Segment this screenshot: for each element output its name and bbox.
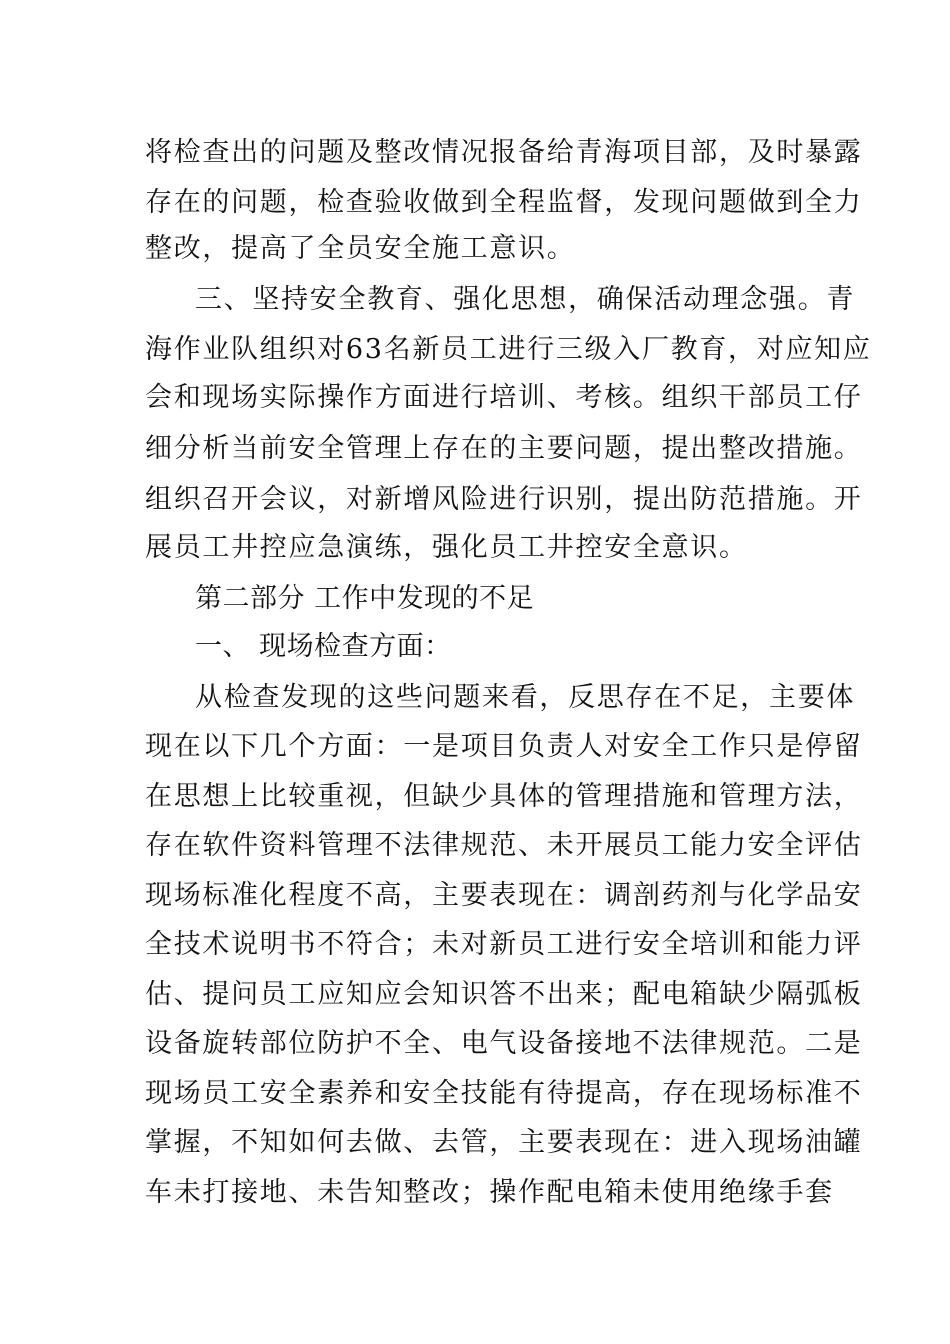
part-heading: 第二部分 工作中发现的不足 bbox=[195, 583, 535, 614]
text-line: 组织召开会议，对新增风险进行识别，提出防范措施。开 bbox=[145, 484, 863, 515]
text-line: 整改，提高了全员安全施工意识。 bbox=[145, 233, 576, 264]
text-line: 现在以下几个方面：一是项目负责人对安全工作只是停留 bbox=[145, 731, 863, 762]
text-line: 车未打接地、未告知整改；操作配电箱未使用绝缘手套 bbox=[145, 1177, 834, 1208]
subsection-heading: 一、 现场检查方面： bbox=[195, 631, 452, 662]
text-line: 存在软件资料管理不法律规范、未开展员工能力安全评估 bbox=[145, 830, 863, 861]
text-line: 全技术说明书不符合；未对新员工进行安全培训和能力评 bbox=[145, 929, 863, 960]
text-line: 存在的问题，检查验收做到全程监督，发现问题做到全力 bbox=[145, 187, 863, 218]
text-line: 会和现场实际操作方面进行培训、考核。组织干部员工仔 bbox=[145, 382, 863, 413]
text-line: 在思想上比较重视，但缺少具体的管理措施和管理方法， bbox=[145, 781, 863, 812]
text-line: 细分析当前安全管理上存在的主要问题，提出整改措施。 bbox=[145, 433, 863, 464]
text-line: 将检查出的问题及整改情况报备给青海项目部，及时暴露 bbox=[145, 137, 863, 168]
text-line: 掌握，不知如何去做、去管，主要表现在：进入现场油罐 bbox=[145, 1127, 863, 1158]
text-line: 设备旋转部位防护不全、电气设备接地不法律规范。二是 bbox=[145, 1028, 863, 1059]
text-line: 估、提问员工应知应会知识答不出来；配电箱缺少隔弧板 bbox=[145, 979, 863, 1010]
text-line: 展员工井控应急演练，强化员工井控安全意识。 bbox=[145, 532, 748, 563]
text-line: 现场标准化程度不高，主要表现在：调剖药剂与化学品安 bbox=[145, 880, 863, 911]
text-line: 海作业队组织对63名新员工进行三级入厂教育，对应知应 bbox=[145, 334, 872, 365]
section-heading: 三、坚持安全教育、强化思想，确保活动理念强。青 bbox=[195, 284, 856, 315]
text-line: 现场员工安全素养和安全技能有待提高，存在现场标准不 bbox=[145, 1078, 863, 1109]
text-line: 从检查发现的这些问题来看，反思存在不足，主要体 bbox=[195, 682, 856, 713]
